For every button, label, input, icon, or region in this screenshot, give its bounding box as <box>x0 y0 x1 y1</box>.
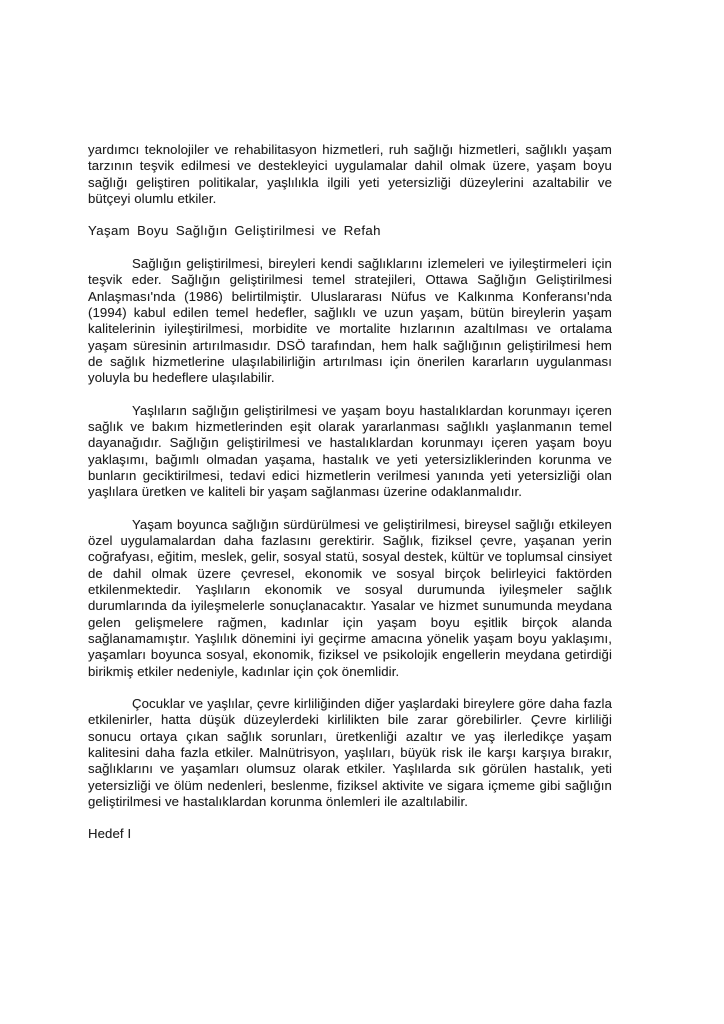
body-paragraph-1: Sağlığın geliştirilmesi, bireyleri kendi sağlıklarını izlemeleri ve iyileştirmeleri için teşvik eder. Sağlığın geliştirilmesi temel stratejileri, Ottawa Sağlığın Geliştirilmesi Anlaşması'nda (1986) belirtilmiştir. Uluslararası Nüfus ve Kalkınma Konferansı'nda (1994) kabul edilen temel hedefler, sağlıklı ve uzun yaşam, bütün bireylerin yaşam kalitelerinin iyileştirilmesi, morbidite ve mortalite hızlarının azaltılması ve ortalama yaşam süresinin artırılmasıdır. DSÖ tarafından, hem halk sağlığının geliştirilmesi hem de sağlık hizmetlerine ulaşılabilirliğin artırılması için önerilen kararların uygulanması yoluyla bu hedeflere ulaşılabilir. <box>88 256 612 386</box>
body-paragraph-3: Yaşam boyunca sağlığın sürdürülmesi ve geliştirilmesi, bireysel sağlığı etkileyen özel uygulamalardan daha fazlasını gerektirir. Sağlık, fiziksel çevre, yaşanan yerin coğrafyası, eğitim, meslek, gelir, sosyal statü, sosyal destek, kültür ve toplumsal cinsiyet de dahil olmak üzere çevresel, ekonomik ve sosyal birçok belirleyici faktörden etkilenmektedir. Yaşlıların ekonomik ve sosyal durumunda iyileşmeler sağlık durumlarında da iyileşmelerle sonuçlanacaktır. Yasalar ve hizmet sunumunda meydana gelen gelişmelere rağmen, kadınlar için yaşam boyu eşitlik birçok alanda sağlanamamıştır. Yaşlılık dönemini iyi geçirme amacına yönelik yaşam boyu yaklaşımı, yaşamları boyunca sosyal, ekonomik, fiziksel ve psikolojik engellerin meydana getirdiği birikmiş etkiler nedeniyle, kadınlar için çok önemlidir. <box>88 516 612 679</box>
body-paragraph-4: Çocuklar ve yaşlılar, çevre kirliliğinden diğer yaşlardaki bireylere göre daha fazla etkilenirler, hatta düşük düzeylerdeki kirlilikten bile zarar görebilirler. Çevre kirliliği sonucu ortaya çıkan sağlık sorunları, üretkenliği azaltır ve yaş ilerledikçe yaşam kalitesini daha fazla etkiler. Malnütrisyon, yaşlıları, büyük risk ile karşı karşıya bırakır, sağlıklarını ve yaşamları olumsuz olarak etkiler. Yaşlılarda sık görülen hastalık, yeti yetersizliği ve ölüm nedenleri, beslenme, fiziksel aktivite ve sigara içmeme gibi sağlığın geliştirilmesi ve hastalıklardan korunma önlemleri ile azaltılabilir. <box>88 696 612 809</box>
page-body-text <box>88 142 612 843</box>
body-paragraph-2: Yaşlıların sağlığın geliştirilmesi ve yaşam boyu hastalıklardan korunmayı içeren sağlık ve bakım hizmetlerinden eşit olarak yararlanması sağlıklı yaşlanmanın temel dayanağıdır. Sağlığın geliştirilmesi ve hastalıklardan korunmayı içeren yaşam boyu yaklaşımı, bağımlı olmadan yaşama, hastalık ve yeti yetersizliklerinden korunma ve bunların geciktirilmesi, tedavi edici hizmetlerin verilmesi yanında yeti yetersizliği olan yaşlılara üretken ve kaliteli bir yaşam sağlanması üzerine odaklanmalıdır. <box>88 402 612 500</box>
paragraph-continuation: yardımcı teknolojiler ve rehabilitasyon hizmetleri, ruh sağlığı hizmetleri, sağlıklı yaşam tarzının teşvik edilmesi ve destekleyici uygulamalar dahil olmak üzere, yaşam boyu sağlığı geliştiren politikalar, yaşlılıkla ilgili yeti yetersizliği düzeylerini azaltabilir ve bütçeyi olumlu etkiler. <box>88 142 612 206</box>
next-section-heading: Hedef I <box>88 826 132 842</box>
section-heading: Yaşam Boyu Sağlığın Geliştirilmesi ve Refah <box>88 223 381 239</box>
